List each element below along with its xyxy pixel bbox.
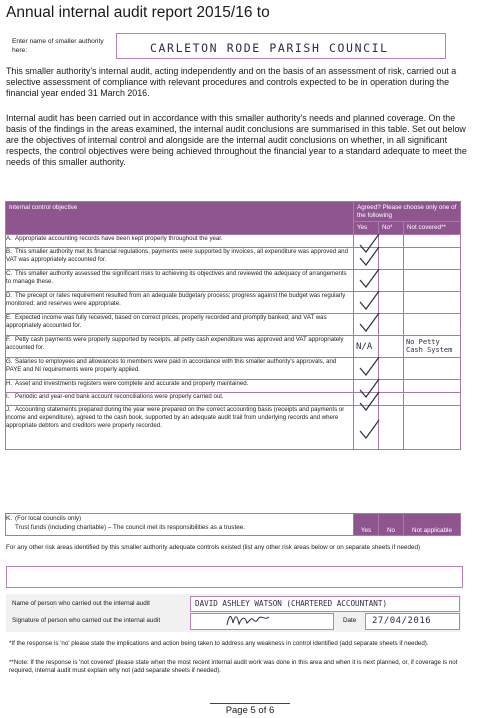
not-covered-cell[interactable] [404, 357, 461, 379]
trust-funds-table [5, 513, 461, 536]
row-letter: G. [6, 357, 13, 365]
yes-cell[interactable] [354, 357, 379, 379]
table-row [6, 405, 461, 449]
row-text: Asset and investments registers were complete and accurate and properly maintained. [15, 379, 249, 387]
tick-mark-icon [357, 247, 381, 267]
other-risks-note: For any other risk areas identified by this smaller authority adequate controls existed (list any other risk areas below or on separate sheets if needed) [6, 544, 421, 551]
row-text: This smaller authority assessed the significant risks to achieving its objectives and reviewed the adequacy of arrangements to manage these. [6, 269, 347, 285]
table-row [6, 392, 461, 405]
no-cell[interactable] [379, 234, 404, 247]
no-cell[interactable] [379, 405, 404, 449]
signature-scribble [225, 611, 275, 629]
tick-mark-icon [357, 291, 381, 311]
auditor-signature-label: Signature of person who carried out the internal audit [12, 617, 161, 624]
row-letter: E. [6, 313, 12, 321]
trust-line2: Trust funds (including charitable) – The council met its responsibilities as a trustee. [15, 524, 245, 531]
intro-paragraph-1: This smaller authority's internal audit, acting independently and on the basis of an assessment of risk, carried out a selective assessment of compliance with relevant procedures and controls expected to be in operation during the financial year ended 31 March 2016. [6, 66, 457, 98]
table-row [6, 379, 461, 392]
col-no-header: No* [379, 222, 404, 235]
footnote-not-covered: **Note: If the response is 'not covered' please state when the most recent internal audit work was done in this area and when it is next planned, or, if coverage is not required, internal audit must explain why not (add separate sheets if needed). [9, 659, 458, 674]
not-covered-cell[interactable] [404, 269, 461, 291]
row-letter: B. [6, 247, 12, 255]
not-covered-cell[interactable] [404, 291, 461, 313]
trust-row [6, 514, 461, 536]
yes-cell[interactable] [354, 379, 379, 392]
table-row [6, 357, 461, 379]
page-title: Annual internal audit report 2015/16 to [6, 4, 270, 21]
row-letter: K. [6, 515, 12, 522]
no-cell[interactable] [379, 357, 404, 379]
no-cell[interactable] [379, 247, 404, 269]
table-row [6, 247, 461, 269]
row-text: This smaller authority met its financial regulations, payments were supported by invoices, all expenditure was approved and VAT was appropriately accounted for. [6, 247, 348, 263]
row-text: Periodic and year-end bank account reconciliations were properly carried out. [15, 392, 224, 400]
row-text: Petty cash payments were properly supported by receipts, all petty cash expenditure was approved and VAT appropriately accounted for. [6, 335, 344, 351]
internal-control-table [5, 201, 461, 450]
footnote-no: *If the response is 'no' please state the implications and action being taken to address any weakness in control identified (add separate sheets if needed). [9, 640, 429, 647]
tick-mark-icon [357, 269, 381, 289]
yes-cell[interactable] [354, 269, 379, 291]
tick-mark-icon [357, 420, 381, 440]
not-covered-cell[interactable] [404, 379, 461, 392]
na-handwritten: N/A [356, 341, 373, 352]
table-row [6, 313, 461, 335]
footer-divider [210, 703, 290, 704]
enter-name-label: Enter name of smaller authority here: [12, 38, 104, 54]
yes-cell[interactable] [354, 247, 379, 269]
trust-no-cell[interactable]: No [379, 514, 404, 536]
table-row [6, 269, 461, 291]
not-covered-note: No Petty Cash System [406, 337, 453, 354]
trust-yes-cell[interactable]: Yes [354, 514, 379, 536]
tick-mark-icon [357, 313, 381, 333]
yes-cell[interactable] [354, 291, 379, 313]
row-letter: D. [6, 291, 13, 299]
auditor-name-label: Name of person who carried out the internal audit [12, 600, 150, 607]
no-cell[interactable] [379, 379, 404, 392]
no-cell[interactable] [379, 269, 404, 291]
col-agreed-header: Agreed? Please choose only one of the following [354, 202, 461, 222]
row-text: The precept or rates requirement resulted from an adequate budgetary process; progress against the budget was regularly monitored; and reserves were appropriate. [6, 291, 346, 307]
col-objective-header: Internal control objective [6, 202, 354, 235]
col-yes-header: Yes [354, 222, 379, 235]
not-covered-cell[interactable] [404, 313, 461, 335]
no-cell[interactable] [379, 335, 404, 357]
row-text: Accounting statements prepared during the year were prepared on the correct accounting basis (receipts and payments or income and expenditure), agreed to the cash book, supported by an adequate audit trail from underlying records and where appropriate debtors and creditors were properly recorded. [6, 405, 345, 429]
date-label: Date [343, 617, 357, 624]
authority-name-value: CARLETON RODE PARISH COUNCIL [150, 41, 389, 55]
yes-cell[interactable] [354, 405, 379, 449]
trust-not-applicable-cell[interactable]: Not applicable [404, 514, 461, 536]
row-letter: C. [6, 269, 13, 277]
yes-cell[interactable] [354, 335, 379, 357]
col-not-covered-header: Not covered** [404, 222, 461, 235]
intro-paragraph-2: Internal audit has been carried out in accordance with this smaller authority's needs and planned coverage. On the basis of the findings in the areas examined, the internal audit conclusions are summarised in this table. Set out below are the objectives of internal control and alongside are the internal audit conclusions on whether, in all significant respects, the control objectives were being achieved throughout the financial year to a standard adequate to meet the needs of this smaller authority. [6, 113, 467, 167]
no-cell[interactable] [379, 313, 404, 335]
not-covered-cell[interactable] [404, 234, 461, 247]
yes-cell[interactable] [354, 234, 379, 247]
row-letter: F. [6, 335, 11, 343]
row-text: Expected income was fully received, based on correct prices, properly recorded and promptly banked; and VAT was appropriately accounted for. [6, 313, 327, 329]
other-risks-field[interactable] [6, 566, 463, 588]
row-text: Appropriate accounting records have been kept properly throughout the year. [15, 234, 223, 242]
auditor-name-value: DAVID ASHLEY WATSON (CHARTERED ACCOUNTANT) [195, 599, 388, 608]
row-text: Salaries to employees and allowances to members were paid in accordance with this smaller authority's approvals, and PAYE and NI requirements were properly applied. [6, 357, 337, 373]
no-cell[interactable] [379, 291, 404, 313]
table-row [6, 335, 461, 357]
not-covered-cell[interactable] [404, 247, 461, 269]
table-header-row [6, 202, 461, 222]
table-row [6, 234, 461, 247]
row-letter: J. [6, 405, 11, 413]
not-covered-cell[interactable] [404, 335, 461, 357]
not-covered-cell[interactable] [404, 405, 461, 449]
row-letter: H. [6, 379, 13, 387]
date-value: 27/04/2016 [372, 616, 432, 626]
row-letter: I. [6, 392, 10, 400]
yes-cell[interactable] [354, 313, 379, 335]
page-number: Page 5 of 6 [225, 705, 275, 716]
trust-line1: (For local councils only) [15, 515, 82, 522]
yes-cell[interactable] [354, 392, 379, 405]
tick-mark-icon [357, 357, 381, 377]
not-covered-cell[interactable] [404, 392, 461, 405]
no-cell[interactable] [379, 392, 404, 405]
row-letter: A. [6, 234, 12, 242]
table-row [6, 291, 461, 313]
